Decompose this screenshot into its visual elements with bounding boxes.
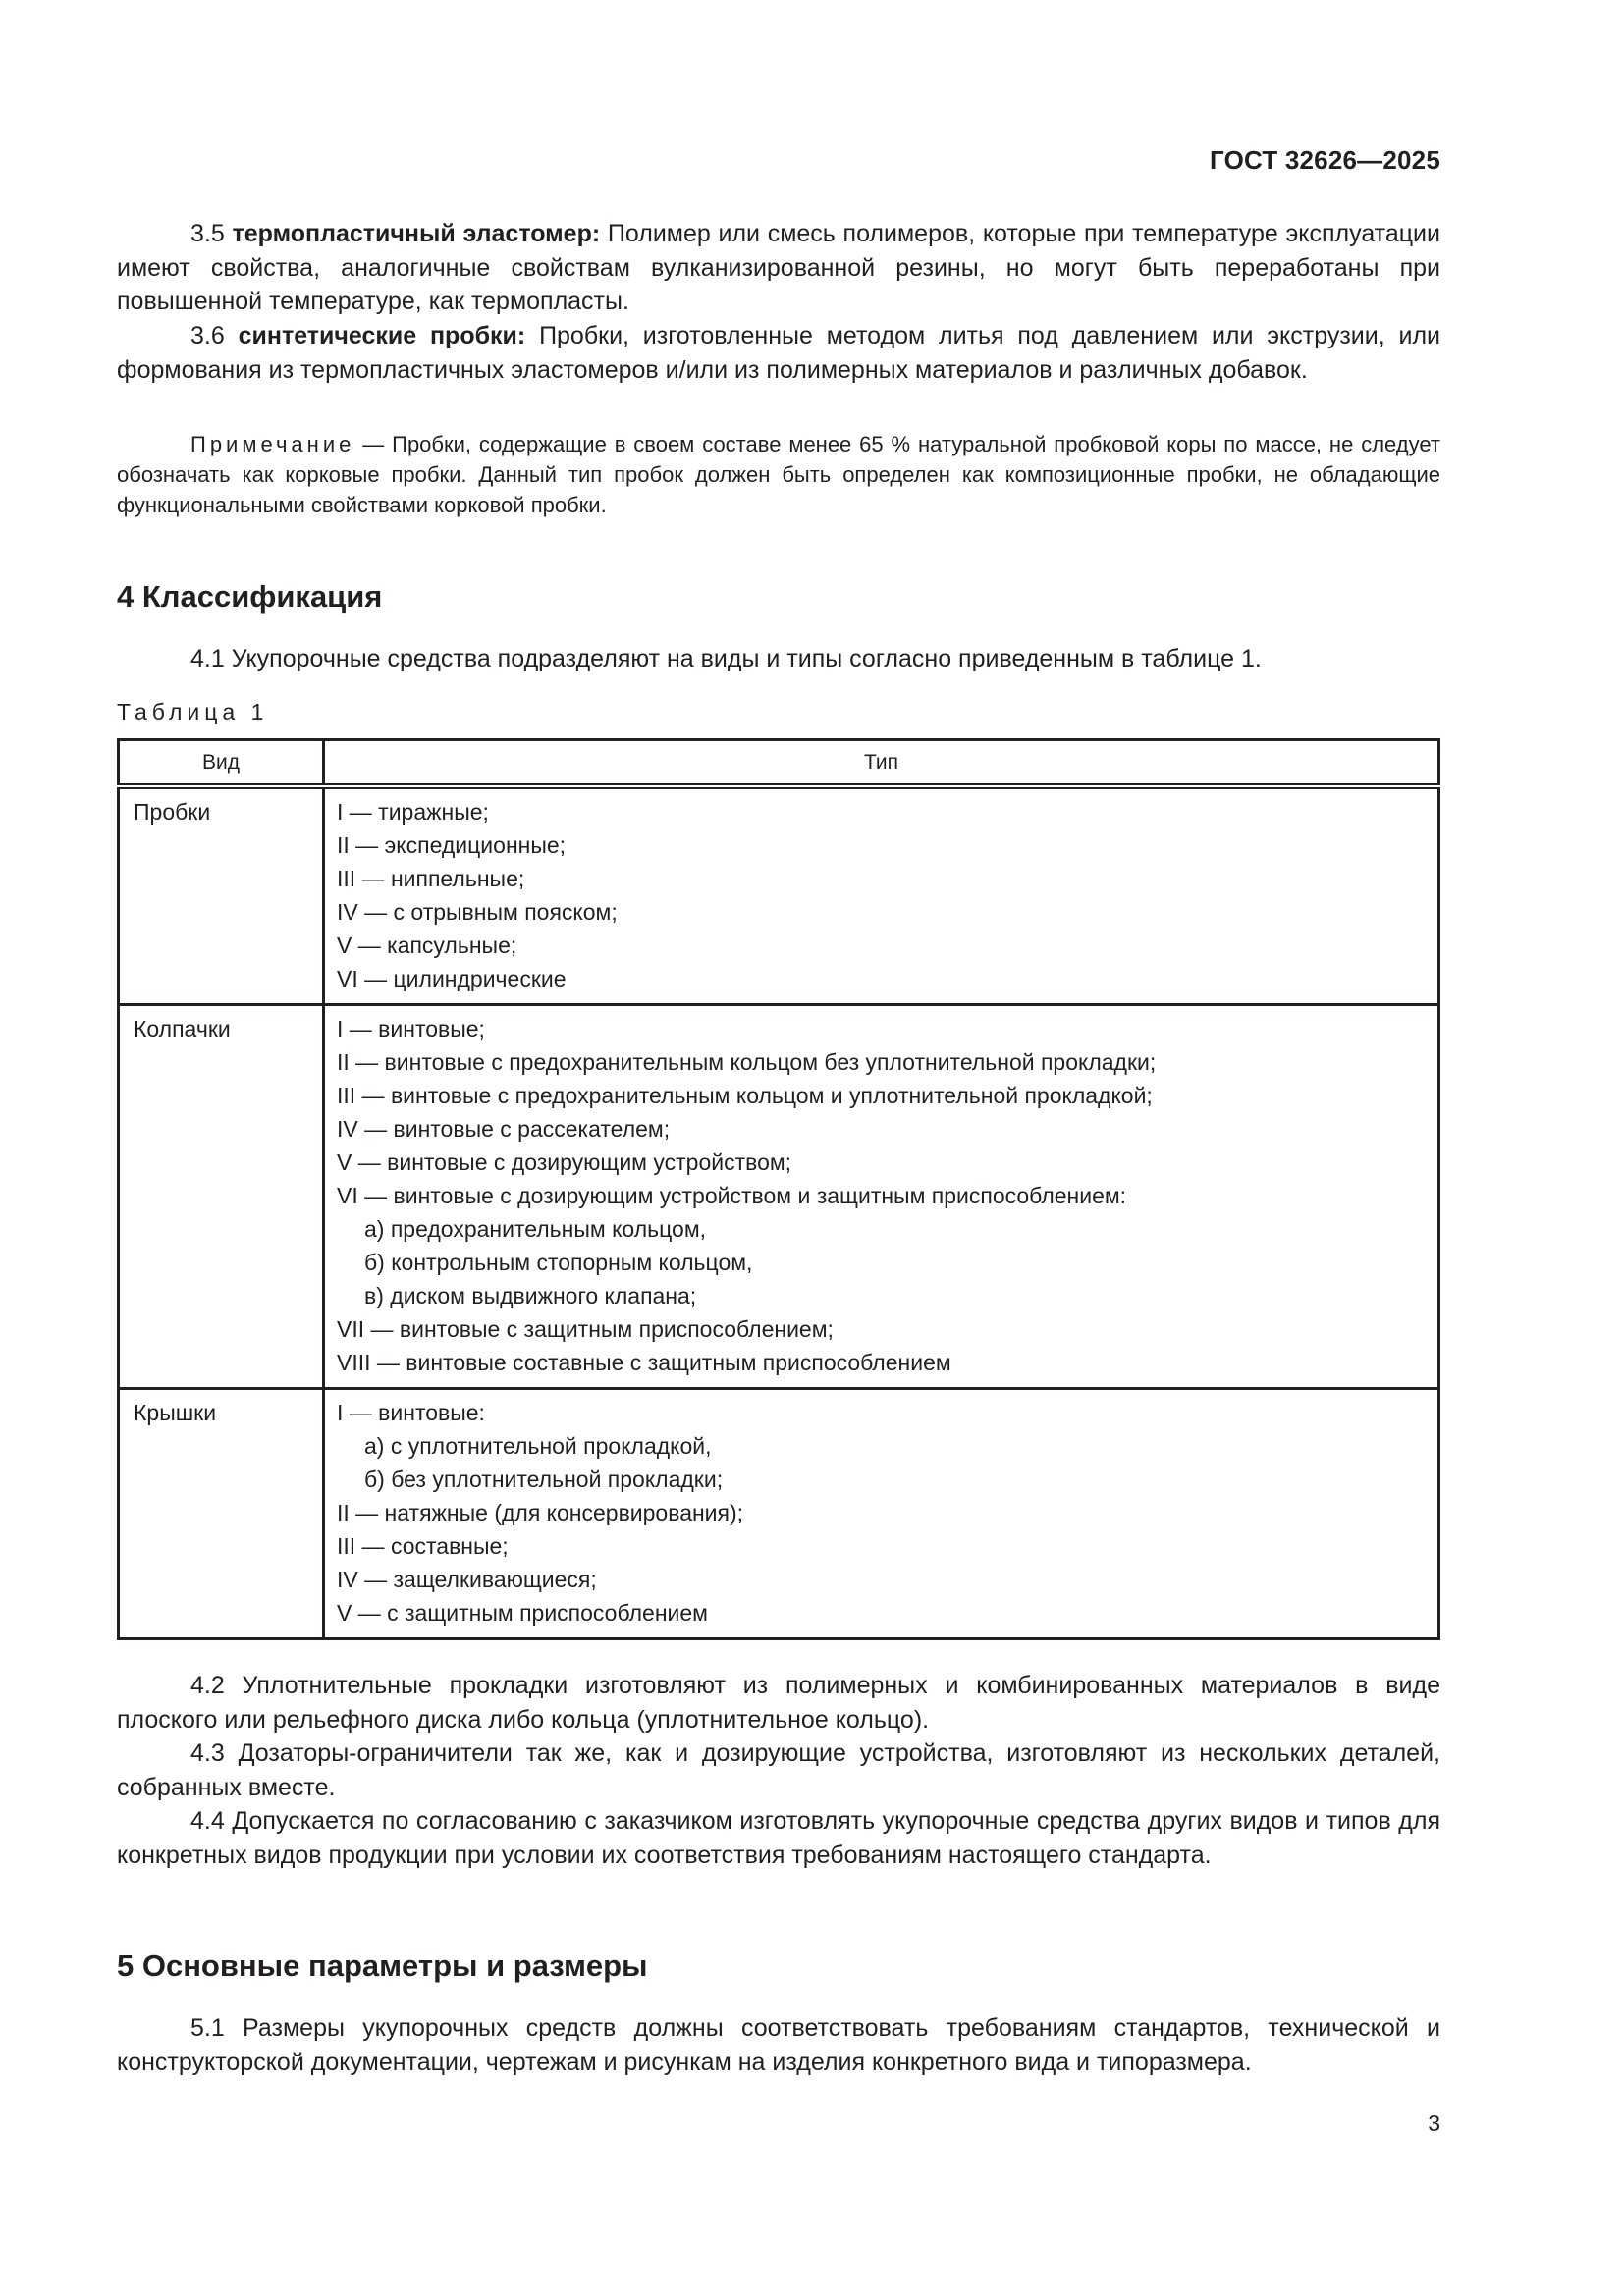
type-subitem: а) с уплотнительной прокладкой, <box>364 1433 712 1459</box>
paragraph-4-2: 4.2 Уплотнительные прокладки изготовляют из полимерных и комбинированных материалов в виде плоского или рельефного диска либо кольца (уплотнительное кольцо). <box>117 1672 1440 1734</box>
cell-types <box>324 1389 1439 1639</box>
type-item: VIII — винтовые составные с защитным приспособлением <box>337 1350 951 1375</box>
type-item: I — винтовые; <box>337 1016 485 1041</box>
definition-3-5 <box>117 217 1440 319</box>
paragraph-4-4: 4.4 Допускается по согласованию с заказчиком изготовлять укупорочные средства других видов и типов для конкретных видов продукции при условии их соответствия требованиям настоящего стандарта. <box>117 1807 1440 1869</box>
page-number: 3 <box>1428 2110 1440 2136</box>
definition-text: Полимер или смесь полимеров, которые при температуре эксплуатации имеют свойства, аналогичные свойствам вулканизированной резины, но могут быть переработаны при повышенной температуре, как термопласты. <box>117 220 1440 315</box>
type-item: III — винтовые с предохранительным кольцом и уплотнительной прокладкой; <box>337 1083 1153 1108</box>
definition-term: термопластичный эластомер: <box>232 220 601 247</box>
type-item: II — экспедиционные; <box>337 832 567 858</box>
table-row <box>119 1389 1439 1639</box>
type-subitem: в) диском выдвижного клапана; <box>364 1283 697 1308</box>
table-caption: Таблица 1 <box>117 699 269 724</box>
note-paragraph <box>117 429 1440 520</box>
type-item: III — составные; <box>337 1533 509 1559</box>
type-item: I — тиражные; <box>337 799 489 825</box>
definition-term: синтетические пробки: <box>238 322 526 349</box>
type-item: V — с защитным приспособлением <box>337 1600 708 1626</box>
paragraph-4-1: 4.1 Укупорочные средства подразделяют на виды и типы согласно приведенным в таблице 1. <box>190 645 1262 672</box>
definition-number: 3.5 <box>190 220 225 247</box>
cell-kind: Крышки <box>119 1389 324 1639</box>
paragraph-5-1: 5.1 Размеры укупорочных средств должны соответствовать требованиям стандартов, технической и конструкторской документации, чертежам и рисункам на изделия конкретного вида и типоразмера. <box>117 2014 1440 2076</box>
note-text: Пробки, содержащие в своем составе менее 65 % натуральной пробковой коры по массе, не следует обозначать как корковые пробки. Данный тип пробок должен быть определен как композиционные пробки, не обладающие функциональными свойствами корковой пробки. <box>117 432 1440 517</box>
type-item: III — ниппельные; <box>337 866 525 891</box>
note-dash: — <box>362 432 385 456</box>
document-code-header: ГОСТ 32626—2025 <box>1210 145 1440 175</box>
table-row <box>119 1005 1439 1389</box>
type-item: IV — с отрывным пояском; <box>337 899 618 925</box>
table-body <box>119 786 1439 1639</box>
section-5-title: 5 Основные параметры и размеры <box>117 1949 648 1983</box>
type-item: V — капсульные; <box>337 933 517 958</box>
table-row <box>119 786 1439 1005</box>
type-item: II — винтовые с предохранительным кольцом без уплотнительной прокладки; <box>337 1049 1157 1075</box>
type-item: VI — цилиндрические <box>337 966 567 991</box>
note-label: Примечание <box>190 432 355 456</box>
type-item: VI — винтовые с дозирующим устройством и защитным приспособлением: <box>337 1183 1127 1208</box>
classification-table <box>117 738 1440 1640</box>
paragraph-4-3: 4.3 Дозаторы-ограничители так же, как и дозирующие устройства, изготовляют из нескольких деталей, собранных вместе. <box>117 1739 1440 1801</box>
type-item: IV — защелкивающиеся; <box>337 1567 597 1592</box>
column-header-type: Тип <box>324 740 1439 787</box>
type-subitem: б) без уплотнительной прокладки; <box>364 1467 724 1492</box>
cell-types <box>324 786 1439 1005</box>
type-item: I — винтовые: <box>337 1400 485 1425</box>
definition-text: Пробки, изготовленные методом литья под давлением или экструзии, или формования из термопластичных эластомеров и/или из полимерных материалов и различных добавок. <box>117 322 1440 384</box>
column-header-kind: Вид <box>119 740 324 787</box>
type-subitem: а) предохранительным кольцом, <box>364 1216 707 1242</box>
type-subitem: б) контрольным стопорным кольцом, <box>364 1250 753 1275</box>
cell-kind: Пробки <box>119 786 324 1005</box>
cell-types <box>324 1005 1439 1389</box>
type-item: II — натяжные (для консервирования); <box>337 1500 744 1525</box>
type-item: IV — винтовые с рассекателем; <box>337 1116 671 1142</box>
table-header-row <box>119 740 1439 787</box>
definition-3-6 <box>117 319 1440 387</box>
definition-number: 3.6 <box>190 322 225 349</box>
section-4-title: 4 Классификация <box>117 579 383 614</box>
cell-kind: Колпачки <box>119 1005 324 1389</box>
type-item: V — винтовые с дозирующим устройством; <box>337 1149 792 1175</box>
type-item: VII — винтовые с защитным приспособлением; <box>337 1316 834 1342</box>
